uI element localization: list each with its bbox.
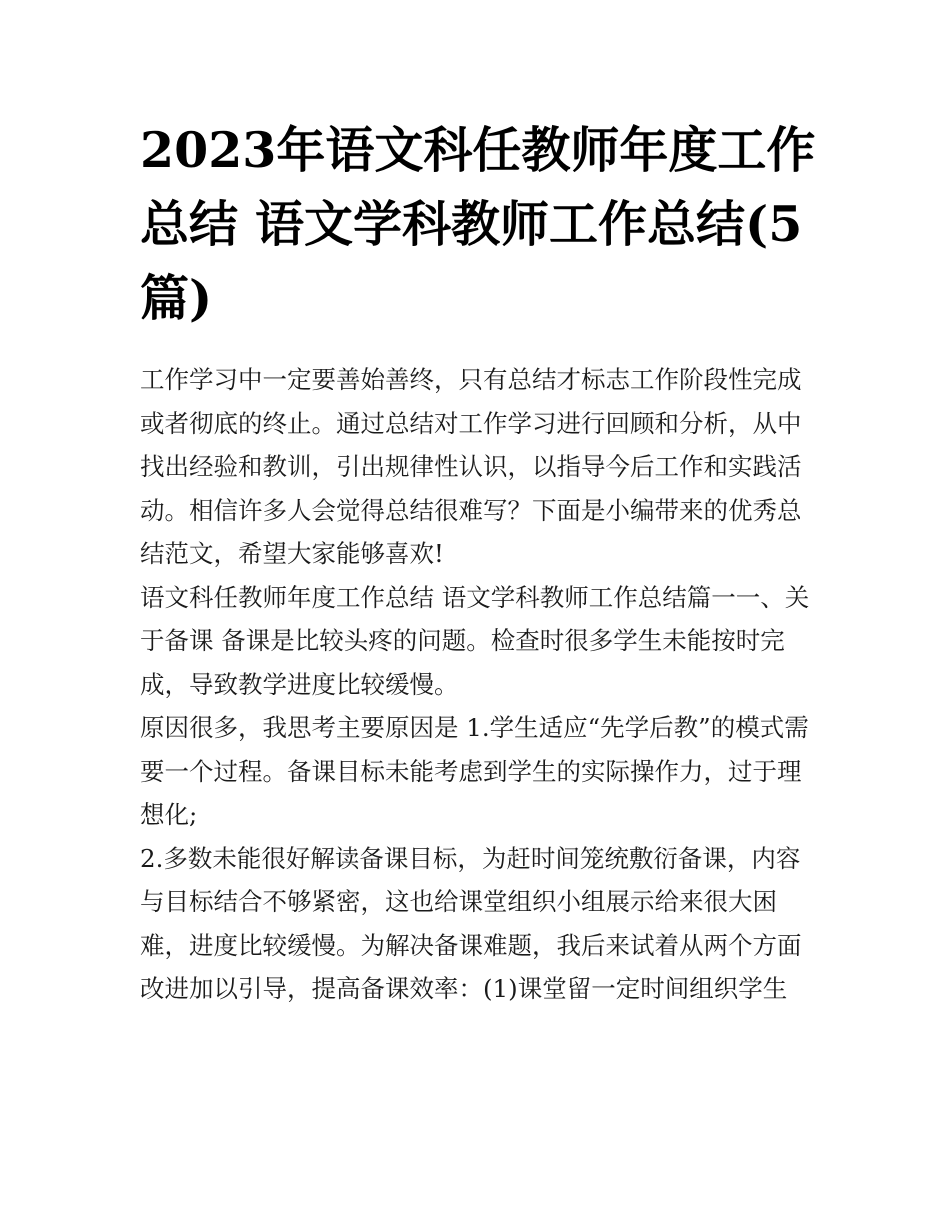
paragraph-intro: 工作学习中一定要善始善终，只有总结才标志工作阶段性完成或者彻底的终止。通过总结对工作学习进行回顾和分析，从中找出经验和教训，引出规律性认识，以指导今后工作和实践活动。相信许多人会觉得总结很难写？下面是小编带来的优秀总结范文，希望大家能够喜欢! — [140, 365, 802, 568]
paragraph-reasons: 原因很多，我思考主要原因是 1.学生适应“先学后教”的模式需要一个过程。备课目标未能考虑到学生的实际操作力，过于理想化; — [140, 713, 809, 829]
paragraph-section-one: 语文科任教师年度工作总结 语文学科教师工作总结篇一一、关于备课 备课是比较头疼的问题。检查时很多学生未能按时完成，导致教学进度比较缓慢。 — [140, 582, 810, 699]
document-title: 2023年语文科任教师年度工作总结 语文学科教师工作总结(5篇) — [140, 121, 816, 327]
paragraph-point-two: 2.多数未能很好解读备课目标，为赶时间笼统敷衍备课，内容与目标结合不够紧密，这也给课堂组织小组展示给来很大困难，进度比较缓慢。为解决备课难题，我后来试着从两个方面改进加以引导，提高备课效率：(1)课堂留一定时间组织学生 — [140, 843, 802, 1003]
document-body — [140, 358, 820, 1011]
